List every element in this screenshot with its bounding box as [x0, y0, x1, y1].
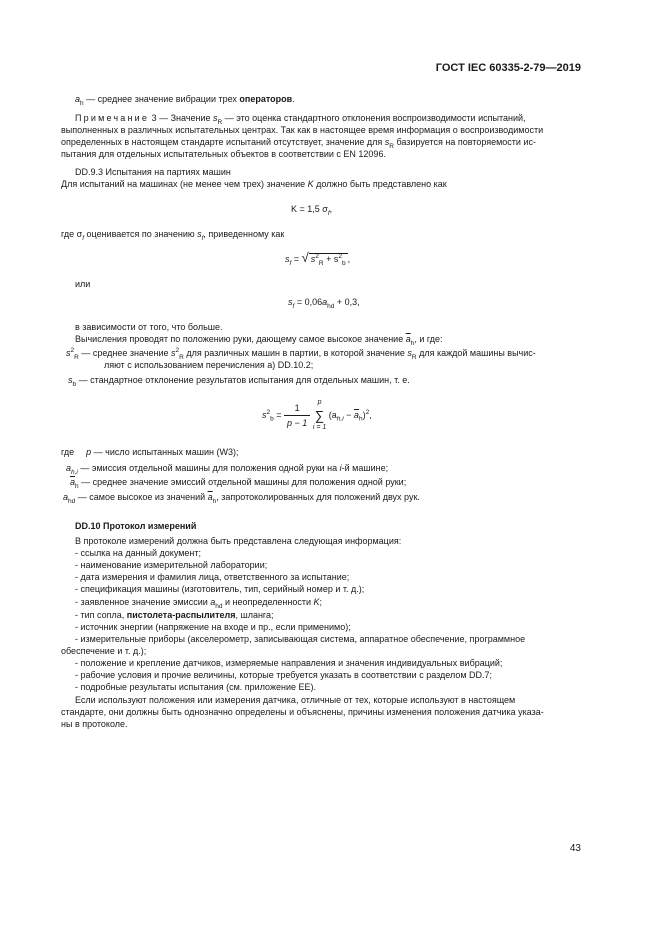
- dd10-item: - положение и крепление датчиков, измеряемые направления и значения индивидуальных вибраций;: [75, 658, 503, 668]
- dd10-item: - наименование измерительной лаборатории;: [75, 560, 268, 570]
- sqrt-body: $s^2_R + s^2_b$: [310, 253, 346, 267]
- sb-definition: $s_b$ — стандартное отклонение результатов испытания для отдельных машин, т. е.: [68, 375, 410, 388]
- sum-sign: p ∑ i = 1: [312, 399, 327, 431]
- dd10-item-cont: обеспечение и т. д.);: [61, 646, 147, 656]
- dd10-item: - подробные результаты испытания (см. приложение ЕЕ).: [75, 682, 316, 692]
- dd10-item: - ссылка на данный документ;: [75, 548, 202, 558]
- note-3-line4: пытания для отдельных испытательных объектов в соответствии с EN 12096.: [61, 149, 386, 159]
- ahd-definition: $a_{hd}$ — самое высокое из значений $\overline{a}_h$, запротоколированных для положений двух рук.: [63, 492, 420, 505]
- dd10-item: - спецификация машины (изготовитель, тип, серийный номер и т. д.);: [75, 584, 365, 594]
- where-p: где p — число испытанных машин (W3);: [61, 447, 239, 457]
- dd10-item: - тип сопла, пистолета-распылителя, шланга;: [75, 610, 274, 620]
- final-paragraph-line2: стандарте, они должны быть однозначно определены и объяснены, причины изменения положения датчика указа-: [61, 707, 544, 717]
- note-3-line1: Примечание 3 — Значение $s_R$ — это оценка стандартного отклонения воспроизводимости испытаний,: [75, 113, 526, 126]
- formula-sf-linear: $s_f = 0,06a_{hd} + 0,3$,: [288, 297, 360, 310]
- note-3-line3: определенных в настоящем стандарте испытаний отсутствует, значение для $s_R$ базируется на повторяемости ис-: [61, 137, 536, 150]
- where-sigma: где $\sigma_f$ оценивается по значению $s_f$, приведенному как: [61, 229, 285, 242]
- sr2-definition-line2: ляют с использованием перечисления а) DD.10.2;: [104, 360, 314, 370]
- document-id: ГОСТ IEC 60335-2-79—2019: [435, 62, 581, 74]
- dd10-item: - дата измерения и фамилия лица, ответственного за испытание;: [75, 572, 350, 582]
- or-word: или: [75, 279, 91, 289]
- dd10-item: - заявленное значение эмиссии $a_{hd}$ и неопределенности K;: [75, 597, 323, 610]
- dd93-intro: Для испытаний на машинах (не менее чем трех) значение K должно быть представлено как: [61, 179, 447, 189]
- note-3-line2: выполненных в различных испытательных центрах. Так как в настоящее время информация о воспроизводимости: [61, 125, 544, 135]
- equals-sign: =: [293, 254, 302, 264]
- equals-sign-2: =: [273, 409, 285, 420]
- formula-k: K = 1,5 $\sigma_f$,: [291, 204, 333, 217]
- dd10-intro: В протоколе измерений должна быть представлена следующая информация:: [75, 536, 402, 546]
- page-number: 43: [569, 843, 581, 854]
- formula-sb2: $s^2_b$ = $\frac{1}{p - 1}$ p ∑ i = 1 $(a_{h,i} - \overline{a}_h)^2$,: [262, 396, 372, 435]
- final-paragraph-line1: Если используют положения или измерения датчика, отличные от тех, которые используют в настоящем: [75, 695, 516, 705]
- ahbar-definition: $\overline{a}_h$ — среднее значение эмиссий отдельной машины для положения одной руки;: [70, 477, 407, 490]
- sr2-definition: $s^2_R$ — среднее значение $s^2_R$ для различных машин в партии, в которой значение $s_R$ для каждой машины вычис-: [66, 347, 536, 361]
- dd93-title: DD.9.3 Испытания на партиях машин: [75, 167, 231, 177]
- dd10-item: - источник энергии (напряжение на входе и пр., если применимо);: [75, 622, 351, 632]
- ahi-definition: $a_{h,i}$ — эмиссия отдельной машины для положения одной руки на i-й машине;: [66, 463, 389, 476]
- calc-line: Вычисления проводят по положению руки, дающему самое высокое значение $\overline{a}_h$, и где:: [75, 334, 443, 347]
- dd10-title: DD.10 Протокол измерений: [75, 521, 197, 531]
- fraction: $\frac{1}{p - 1}$: [284, 401, 310, 430]
- dd10-item: - измерительные приборы (акселерометр, записывающая система, аппаратное обеспечение, программное: [75, 634, 526, 644]
- ah-definition: $a_h$ — среднее значение вибрации трех операторов.: [75, 94, 295, 107]
- final-paragraph-line3: ны в протоколе.: [61, 719, 128, 729]
- dd10-item: - рабочие условия и прочие величины, которые требуется указать в соответствии с разделом DD.7;: [75, 670, 493, 680]
- sqrt-sign: √: [301, 250, 309, 265]
- formula-sf-sqrt: $s_f$ = √ $s^2_R + s^2_b$ ,: [285, 250, 351, 267]
- whichever-greater: в зависимости от того, что больше.: [75, 322, 223, 332]
